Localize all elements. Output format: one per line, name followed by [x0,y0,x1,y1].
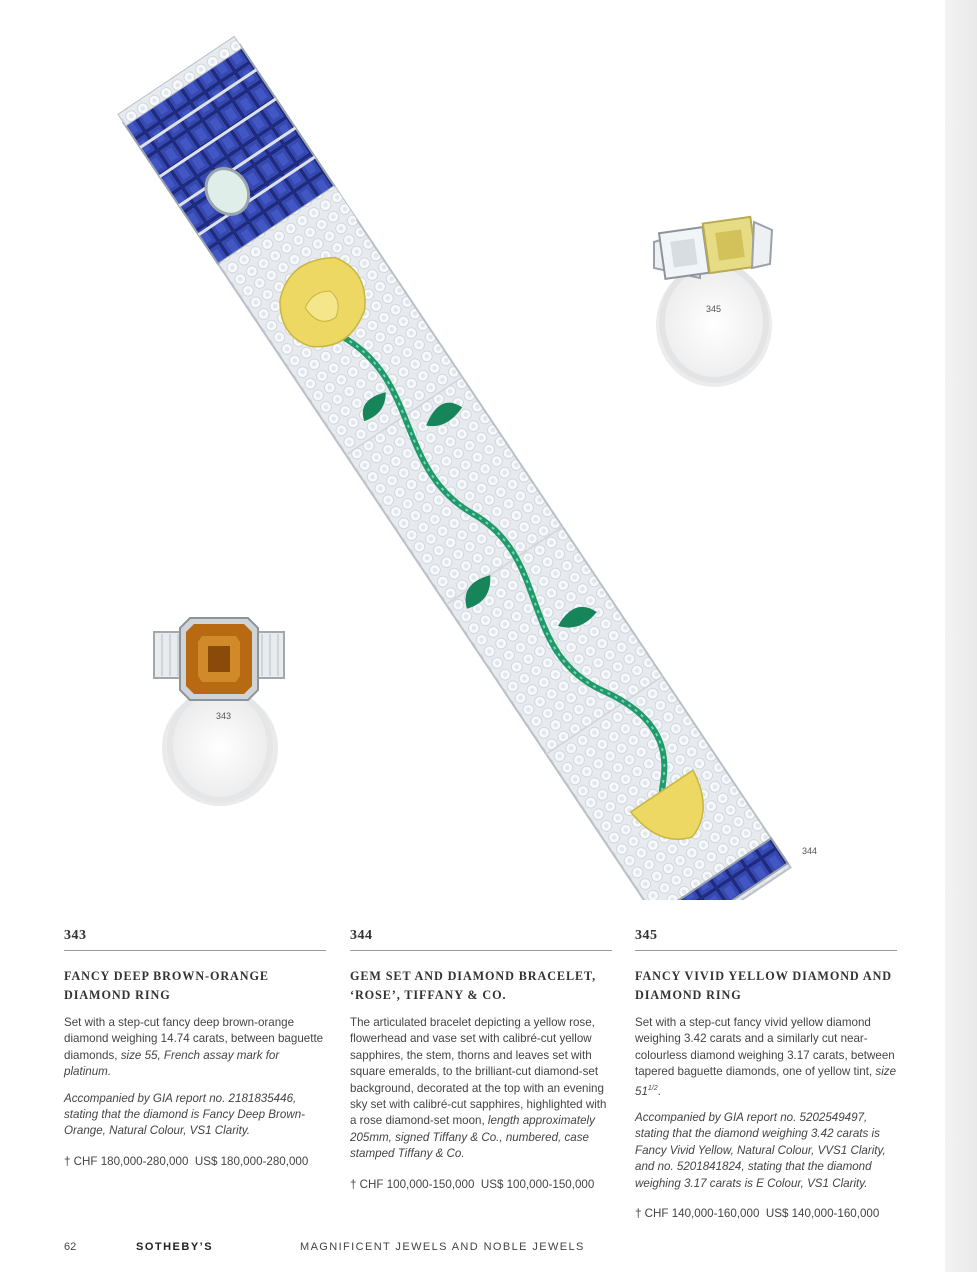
brand-name: SOTHEBY’S [136,1241,214,1253]
lot-number: 345 [635,928,897,951]
lot-estimate: † CHF 100,000-150,000 US$ 100,000-150,000 [350,1177,595,1191]
figure-lot-label: 344 [802,846,818,856]
lot-report: Accompanied by GIA report no. 5202549497, stating that the diamond weighing 3.42 carats is Fancy Vivid Yellow, Natural Colour, VVS1 Clarity, and no. 5201841824, stating that the diamond weighing 3.17 carats is E Colour, VS1 Clarity. [635,1110,886,1190]
lot-description: Set with a step-cut fancy deep brown-orange diamond weighing 14.74 carats, between baguette diamonds, size 55, French assay mark for platinum. [64,1016,324,1079]
lot-number: 343 [64,928,326,951]
lot-estimate: † CHF 180,000-280,000 US$ 180,000-280,000 [64,1154,309,1168]
lot-description: Set with a step-cut fancy vivid yellow diamond weighing 3.42 carats and a similarly cut near-colourless diamond weighing 3.17 carats, between tapered baguette diamonds, one of yellow tint, size $51^{1/2}$. [635,1016,897,1098]
lot-estimate: † CHF 140,000-160,000 US$ 140,000-160,000 [635,1206,880,1220]
figure-lot-label: 345 [706,304,722,314]
lot-report: Accompanied by GIA report no. 2181835446, stating that the diamond is Fancy Deep Brown-Orange, Natural Colour, VS1 Clarity. [64,1091,306,1138]
lot-344 [350,928,612,1193]
catalogue-title: MAGNIFICENT JEWELS AND NOBLE JEWELS [300,1241,585,1253]
lot-description: The articulated bracelet depicting a yellow rose, flowerhead and vase set with calibré-cut yellow sapphires, the stem, thorns and leaves set with square emeralds, to the brilliant-cut diamond-set background, decorated at the top with an evening sky set with calibré-cut sapphires, highlighted with a rose diamond-set moon, length approximately 205mm, signed Tiffany & Co., numbered, case stamped Tiffany & Co. [350,1016,607,1161]
lot-title: FANCY VIVID YELLOW DIAMOND AND DIAMOND RING [635,969,892,1002]
ring-343-image [150,610,290,810]
page-edge-shadow [945,0,977,1272]
ring-345-image [640,200,800,400]
lot-345 [635,928,897,1222]
lot-title: GEM SET AND DIAMOND BRACELET, ‘ROSE’, TIFFANY & CO. [350,969,597,1002]
figure-lot-label: 343 [216,711,232,721]
page-number: 62 [64,1241,77,1253]
lot-number: 344 [350,928,612,951]
lot-343 [64,928,326,1170]
lot-title: FANCY DEEP BROWN-ORANGE DIAMOND RING [64,969,269,1002]
